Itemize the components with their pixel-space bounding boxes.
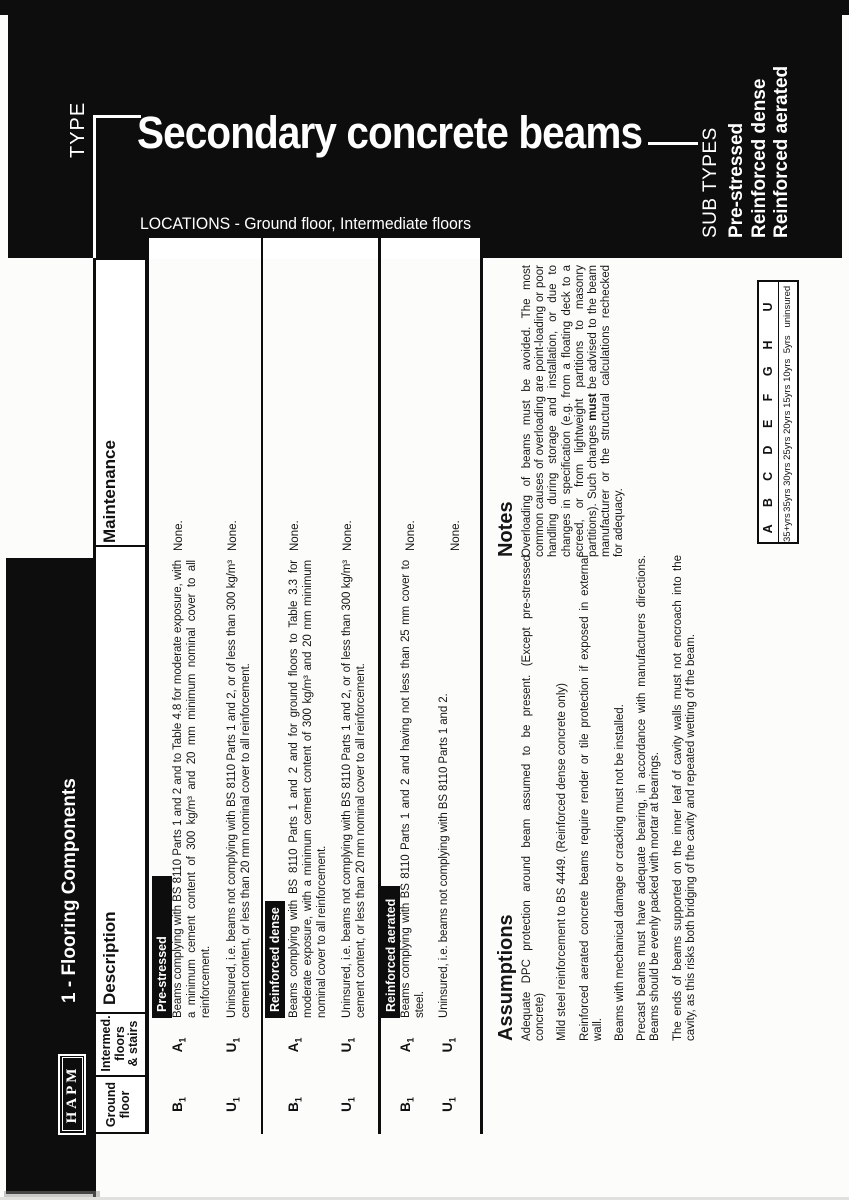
grade-intermed-row3: $A_1$ bbox=[286, 1037, 304, 1053]
maintenance-row4: None. bbox=[342, 520, 354, 551]
description-row6: Uninsured, i.e. beams not complying with BS 8110 Parts 1 and 2. bbox=[438, 693, 450, 1018]
grade-intermed-row5: $A_1$ bbox=[398, 1037, 416, 1053]
tab-bracket-horizontal bbox=[93, 115, 141, 118]
description-row3: Beams complying with BS 8110 Parts 1 and 2 and for ground floors to Table 3.3 for moderate exposure, with a minimum cement content of 300 kg/m³ and 20 mm minimum nominal cover to all reinforcement. bbox=[288, 560, 328, 1018]
description-row2: Uninsured, i.e. beams not complying with BS 8110 Parts 1 and 2, or of less than 300 kg/m³ cement content, or less than 20 mm nominal cover to all reinforcement. bbox=[226, 560, 252, 1018]
hapm-logo-inner: HAPM bbox=[62, 1058, 83, 1132]
assumptions-title: Assumptions bbox=[495, 914, 517, 1041]
grade-scale-durations: 35+yrs 35yrs 30yrs 25yrs 20yrs 15yrs 10yrs 5yrs uninsured bbox=[782, 285, 794, 542]
page-title: Secondary concrete beams bbox=[137, 107, 643, 158]
subtypes-block bbox=[700, 56, 800, 238]
maintenance-row3: None. bbox=[289, 520, 301, 551]
table-rule-outer bbox=[480, 238, 483, 1134]
description-row4: Uninsured, i.e. beams not complying with BS 8110 Parts 1 and 2, or of less than 300 kg/m³ cement content, or less than 20 mm nominal cover to all reinforcement. bbox=[341, 560, 367, 1018]
grade-intermed-row1: $A_1$ bbox=[170, 1037, 188, 1053]
grade-intermed-row6: $U_1$ bbox=[440, 1037, 458, 1053]
maintenance-row6: None. bbox=[450, 520, 462, 551]
grade-ground-row1: $B_1$ bbox=[170, 1097, 188, 1112]
banner-notch-3 bbox=[381, 238, 480, 259]
assumptions-paragraph: Adequate DPC protection around beam assumed to be present. (Except pre-stressed concrete) bbox=[521, 555, 547, 1041]
description-row1: Beams complying with BS 8110 Parts 1 and 2 and to Table 4.8 for moderate exposure, with a minimum cement content of 300 kg/m³ and 20 mm minimum nominal cover to all reinforcement. bbox=[172, 560, 212, 1018]
assumptions-paragraph: Precast beams must have adequate bearing, in accordance with manufacturers directions. Beams should be evenly packed with mortar at bearings. bbox=[636, 555, 662, 1041]
notes-title: Notes bbox=[495, 501, 517, 557]
title-underline-tick bbox=[648, 142, 698, 145]
subtype-reinforced-dense: Reinforced dense bbox=[748, 78, 770, 238]
section-bar-reinforced-aerated: Reinforced aerated bbox=[381, 886, 400, 1018]
description-row5: Beams complying with BS 8110 Parts 1 and 2 and having not less than 25 mm cover to steel. bbox=[400, 560, 426, 1018]
subtypes-heading: SUB TYPES bbox=[700, 127, 721, 238]
section-bar-reinforced-dense: Reinforced dense bbox=[265, 901, 285, 1018]
banner-notch-1 bbox=[149, 238, 261, 259]
maintenance-row5: None. bbox=[405, 520, 417, 551]
grade-ground-row2: $U_1$ bbox=[224, 1097, 242, 1112]
subtype-reinforced-aerated: Reinforced aerated bbox=[771, 65, 792, 238]
grade-intermed-row2: $U_1$ bbox=[224, 1037, 242, 1053]
maintenance-row1: None. bbox=[173, 520, 185, 551]
table-rule-section-2 bbox=[261, 238, 264, 1134]
header-label-description: Description bbox=[100, 911, 119, 1005]
tab-bracket-vertical bbox=[93, 115, 96, 258]
header-label-maintenance: Maintenance bbox=[100, 440, 119, 543]
grade-scale-table bbox=[757, 280, 799, 544]
grade-ground-row5: $B_1$ bbox=[398, 1097, 416, 1112]
subtype-pre-stressed: Pre-stressed bbox=[726, 122, 747, 238]
notes-section: Notes Overloading of beams must be avoided. The most common causes of overloading are point-loading or poor handling during storage and installation, or due to changes in specification (e.g. from a floating deck to a screed, or from lightweight partitions to masonry partitions). Such changes must be advised to the beam manufacturer or the structural calculations rechecked for adequacy. bbox=[495, 265, 626, 557]
assumptions-paragraph: Beams with mechanical damage or cracking must not be installed. bbox=[614, 704, 627, 1041]
assumptions-section bbox=[495, 555, 707, 1041]
header-label-intermed: Intermed. floors & stairs bbox=[99, 1015, 140, 1072]
sidebar-section-title: 1 - Flooring Components bbox=[59, 778, 80, 1003]
section-bar-pre-stressed: Pre-stressed bbox=[152, 876, 172, 1018]
maintenance-row2: None. bbox=[227, 520, 239, 551]
grade-ground-row4: $U_1$ bbox=[339, 1097, 357, 1112]
grade-ground-row6: $U_1$ bbox=[440, 1097, 458, 1112]
banner-notch-2 bbox=[263, 238, 378, 259]
assumptions-paragraph: The ends of beams supported on the inner leaf of cavity walls must not encroach into the cavity, as this risks both bridging of the cavity and repeated wetting of the beam. bbox=[671, 555, 697, 1041]
assumptions-paragraph: Reinforced aerated concrete beams require render or tile protection if exposed in external wall. bbox=[578, 555, 604, 1041]
grade-scale bbox=[757, 280, 799, 544]
header-label-ground: Ground floor bbox=[104, 1081, 132, 1128]
assumptions-paragraph: Mild steel reinforcement to BS 4449. (Reinforced dense concrete only) bbox=[556, 683, 569, 1041]
hapm-logo bbox=[58, 1054, 86, 1135]
type-label: TYPE bbox=[67, 101, 89, 158]
notes-emphasis-line: partitions). Such changes must be advised to the beam bbox=[587, 265, 600, 557]
locations-line: LOCATIONS - Ground floor, Intermediate floors bbox=[140, 214, 471, 233]
grade-intermed-row4: $U_1$ bbox=[339, 1037, 357, 1053]
grade-scale-letters: A B C D E F G H U bbox=[759, 282, 779, 542]
grade-ground-row3: $B_1$ bbox=[286, 1097, 304, 1112]
